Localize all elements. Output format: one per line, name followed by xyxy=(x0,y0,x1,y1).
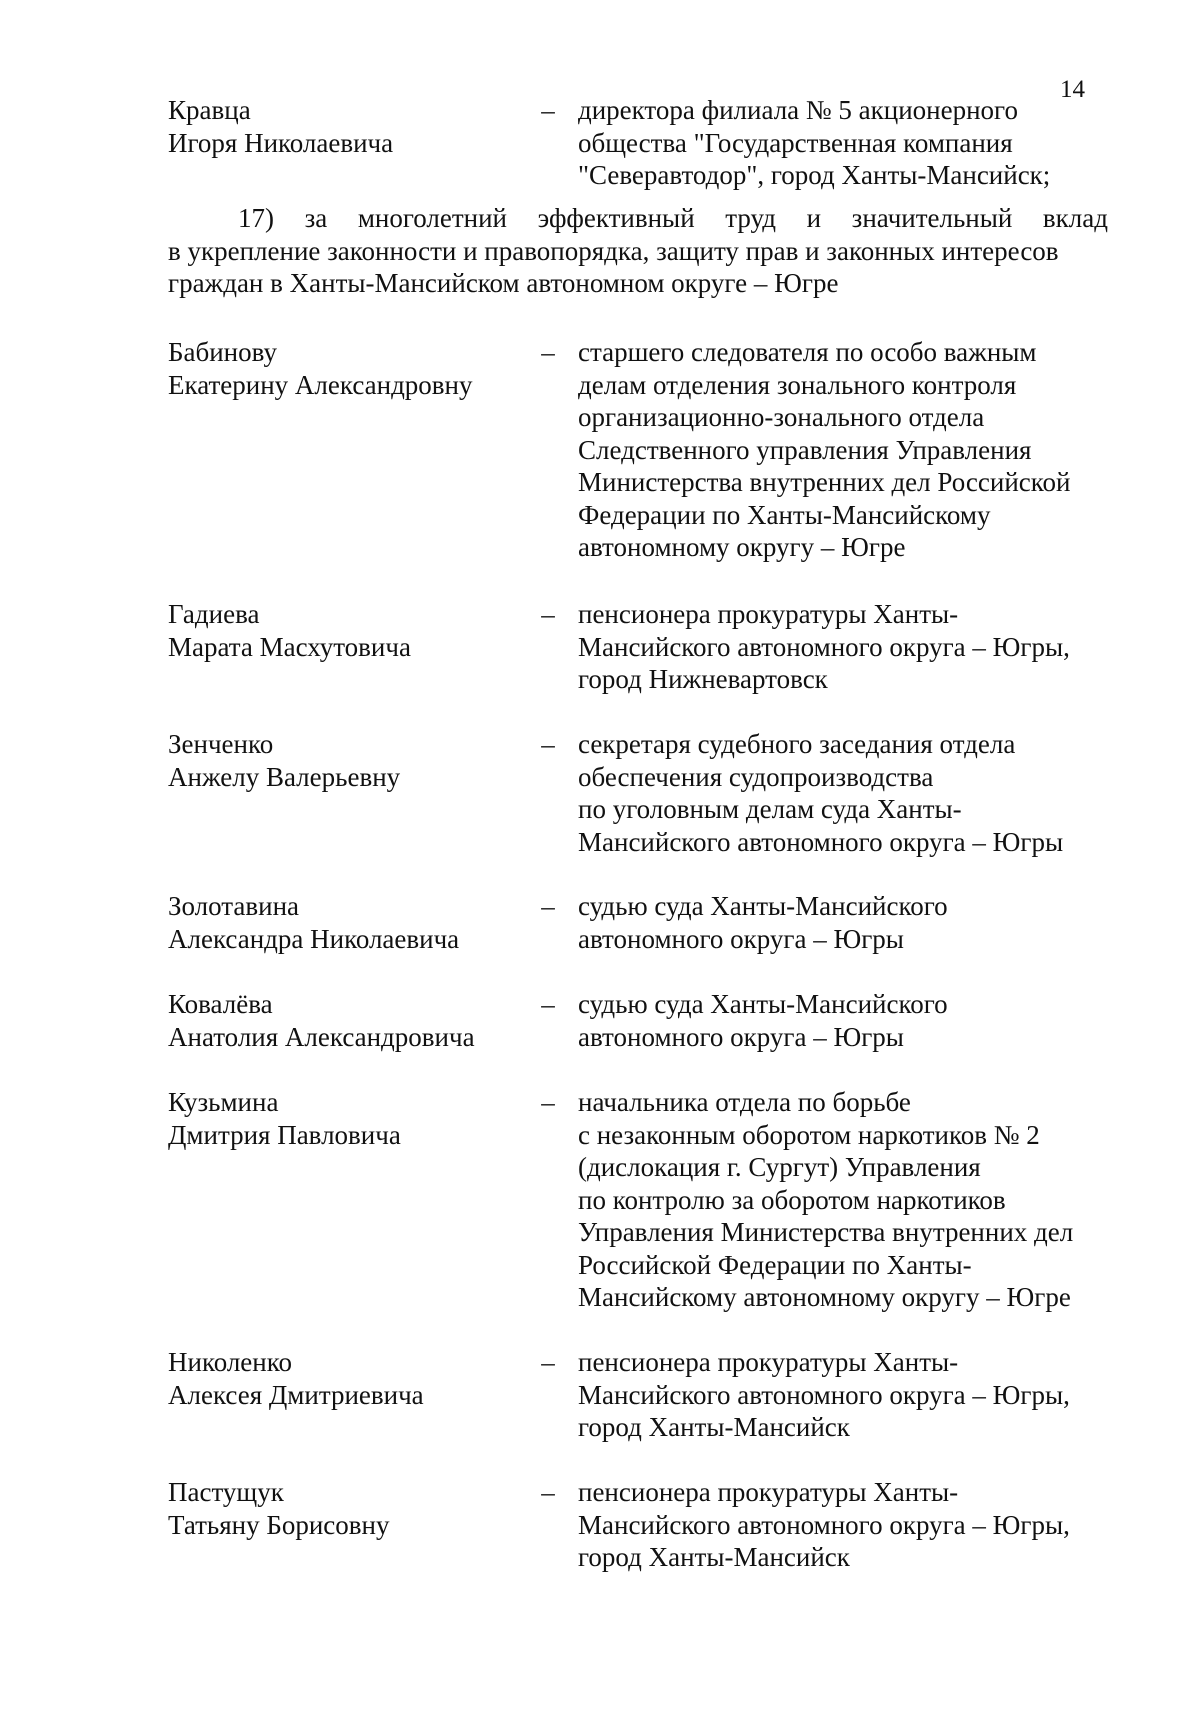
award-entry xyxy=(168,1086,1108,1316)
description-line: автономного округа – Югры xyxy=(578,923,904,954)
given-names: Игоря Николаевича xyxy=(168,127,394,158)
paragraph-line: граждан в Ханты-Мансийском автономном округе – Югре xyxy=(168,268,839,298)
surname: Золотавина xyxy=(168,891,300,921)
description-line: Мансийского автономного округа – Югры, xyxy=(578,631,1070,662)
person-name xyxy=(168,1086,528,1151)
paragraph-line: 17) за многолетний эффективный труд и значительный вклад xyxy=(238,203,1108,233)
position-description xyxy=(578,728,1108,858)
description-line: пенсионера прокуратуры Ханты- xyxy=(578,599,959,629)
position-description xyxy=(578,94,1108,192)
person-name xyxy=(168,890,528,955)
description-line: старшего следователя по особо важным xyxy=(578,337,1037,367)
award-entry xyxy=(168,988,1108,1054)
dash-separator: – xyxy=(541,891,555,921)
description-line: с незаконным оборотом наркотиков № 2 xyxy=(578,1119,1040,1150)
given-names: Татьяну Борисовну xyxy=(168,1509,390,1540)
paragraph-line: в укрепление законности и правопорядка, защиту прав и законных интересов xyxy=(168,235,1059,266)
award-entry xyxy=(168,336,1108,566)
description-line: секретаря судебного заседания отдела xyxy=(578,729,1016,759)
description-line: начальника отдела по борьбе xyxy=(578,1087,911,1117)
description-line: судью суда Ханты-Мансийского xyxy=(578,891,948,921)
position-description xyxy=(578,1476,1108,1574)
surname: Гадиева xyxy=(168,599,260,629)
award-entry xyxy=(168,1476,1108,1576)
surname: Кузьмина xyxy=(168,1087,279,1117)
description-line: Министерства внутренних дел Российской xyxy=(578,467,1071,497)
description-line: делам отделения зонального контроля xyxy=(578,369,1017,400)
person-name xyxy=(168,988,528,1053)
description-line: обеспечения судопроизводства xyxy=(578,761,934,792)
surname: Кравца xyxy=(168,95,251,125)
person-name xyxy=(168,598,528,663)
given-names: Марата Масхутовича xyxy=(168,631,411,662)
award-entry xyxy=(168,728,1108,860)
position-description xyxy=(578,598,1108,696)
award-entry xyxy=(168,94,1108,192)
dash-separator: – xyxy=(541,337,555,367)
award-entry xyxy=(168,598,1108,698)
person-name xyxy=(168,1346,528,1411)
position-description xyxy=(578,1086,1108,1314)
position-description xyxy=(578,890,1108,955)
description-line: (дислокация г. Сургут) Управления xyxy=(578,1152,981,1182)
position-description xyxy=(578,988,1108,1053)
given-names: Дмитрия Павловича xyxy=(168,1119,401,1150)
given-names: Екатерину Александровну xyxy=(168,369,473,400)
surname: Бабинову xyxy=(168,337,277,367)
given-names: Анатолия Александровича xyxy=(168,1021,475,1052)
dash-separator: – xyxy=(541,1087,555,1117)
description-line: автономного округа – Югры xyxy=(578,1021,904,1052)
page-number: 14 xyxy=(1060,76,1085,103)
dash-separator: – xyxy=(541,95,555,125)
description-line: по уголовным делам суда Ханты- xyxy=(578,794,962,824)
description-line: Мансийского автономного округа – Югры, xyxy=(578,1509,1070,1540)
description-line: Следственного управления Управления xyxy=(578,434,1032,465)
dash-separator: – xyxy=(541,599,555,629)
description-line: "Северавтодор", город Ханты-Мансийск; xyxy=(578,160,1051,190)
dash-separator: – xyxy=(541,989,555,1019)
position-description xyxy=(578,1346,1108,1444)
given-names: Александра Николаевича xyxy=(168,923,460,954)
description-line: город Нижневартовск xyxy=(578,664,828,694)
description-line: Мансийского автономного округа – Югры, xyxy=(578,1379,1070,1410)
award-entry xyxy=(168,1346,1108,1446)
description-line: пенсионера прокуратуры Ханты- xyxy=(578,1477,959,1507)
description-line: Российской Федерации по Ханты- xyxy=(578,1249,972,1280)
description-line: директора филиала № 5 акционерного xyxy=(578,95,1018,125)
description-line: автономному округу – Югре xyxy=(578,532,906,562)
description-line: общества "Государственная компания xyxy=(578,127,1013,158)
description-line: пенсионера прокуратуры Ханты- xyxy=(578,1347,959,1377)
person-name xyxy=(168,94,528,159)
section-paragraph-17 xyxy=(168,202,1108,300)
dash-separator: – xyxy=(541,1477,555,1507)
description-line: город Ханты-Мансийск xyxy=(578,1412,850,1442)
given-names: Алексея Дмитриевича xyxy=(168,1379,424,1410)
description-line: организационно-зонального отдела xyxy=(578,402,985,432)
surname: Ковалёва xyxy=(168,989,273,1019)
person-name xyxy=(168,728,528,793)
surname: Николенко xyxy=(168,1347,292,1377)
description-line: Управления Министерства внутренних дел xyxy=(578,1217,1074,1247)
surname: Пастущук xyxy=(168,1477,284,1507)
description-line: Федерации по Ханты-Мансийскому xyxy=(578,499,991,530)
description-line: судью суда Ханты-Мансийского xyxy=(578,989,948,1019)
position-description xyxy=(578,336,1108,564)
person-name xyxy=(168,336,528,401)
description-line: по контролю за оборотом наркотиков xyxy=(578,1184,1006,1215)
person-name xyxy=(168,1476,528,1541)
description-line: Мансийскому автономному округу – Югре xyxy=(578,1282,1071,1312)
award-entry xyxy=(168,890,1108,956)
surname: Зенченко xyxy=(168,729,274,759)
dash-separator: – xyxy=(541,729,555,759)
dash-separator: – xyxy=(541,1347,555,1377)
description-line: Мансийского автономного округа – Югры xyxy=(578,826,1064,857)
given-names: Анжелу Валерьевну xyxy=(168,761,401,792)
description-line: город Ханты-Мансийск xyxy=(578,1542,850,1572)
